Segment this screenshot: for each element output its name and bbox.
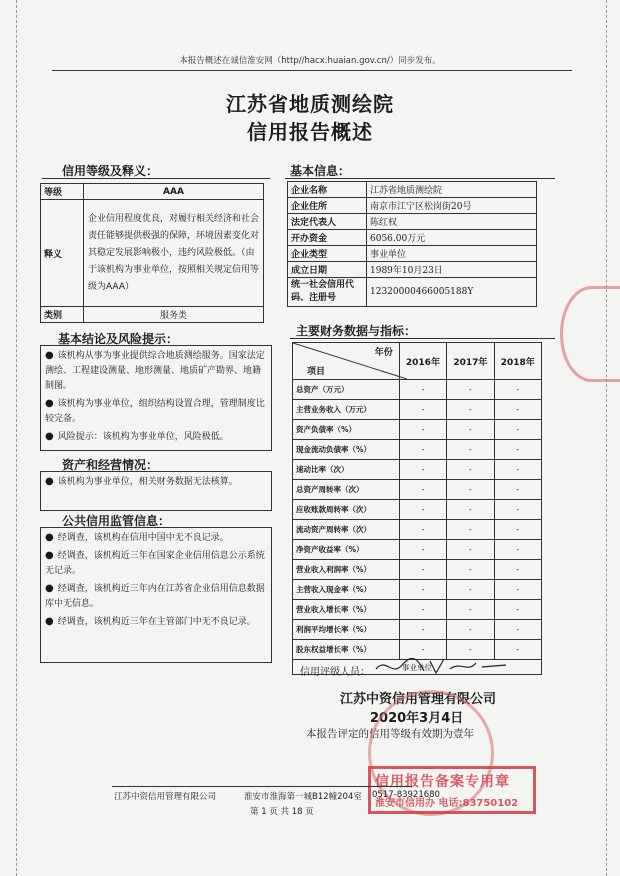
- financial-value: -: [447, 440, 494, 460]
- basic-info-row: [288, 278, 537, 307]
- financial-value: -: [447, 580, 494, 600]
- financial-value: -: [399, 460, 446, 480]
- rating-title-underline: [42, 178, 270, 179]
- corner-item-label: 项目: [307, 367, 326, 377]
- validity-note: 本报告评定的信用等级有效期为壹年: [306, 728, 474, 740]
- financial-item-name: 流动资产周转率（次）: [293, 520, 400, 540]
- financial-item-name: 营业收入增长率（%）: [293, 600, 400, 620]
- header-note: 本报告概述在诚信淮安网（http//hacx.huaian.gov.cn/）同步发布。: [179, 56, 441, 66]
- financial-value: -: [399, 560, 446, 580]
- category-label: 类别: [41, 307, 84, 323]
- bullet-text: 该机构为事业单位，相关财务数据无法核算。: [57, 477, 238, 487]
- assets-title: 资产和经营情况：: [62, 458, 159, 472]
- financial-value: -: [399, 500, 446, 520]
- financial-value: -: [447, 560, 494, 580]
- financial-value: -: [494, 580, 541, 600]
- conclusion-title: 基本结论及风险提示：: [58, 332, 179, 346]
- financial-value: -: [447, 620, 494, 640]
- report-title: 江苏省地质测绘院: [226, 92, 394, 116]
- basic-info-key: 企业名称: [288, 182, 367, 198]
- financial-value: -: [494, 620, 541, 640]
- bullet-icon: ●: [45, 616, 54, 627]
- financial-value: -: [447, 540, 494, 560]
- financial-value: -: [399, 440, 446, 460]
- basic-info-key: 成立日期: [288, 262, 367, 278]
- bullet-item: [45, 429, 267, 445]
- financial-value: -: [399, 420, 446, 440]
- basic-info-value: 1989年10月23日: [367, 262, 537, 278]
- year-header-2016: 2016年: [399, 343, 446, 380]
- financial-item-name: 主营业务收入（万元）: [293, 400, 400, 420]
- financial-value: -: [399, 640, 446, 660]
- filing-stamp-text: 信用报告备案专用章: [375, 774, 510, 790]
- bullet-icon: ●: [45, 532, 54, 543]
- public-credit-box: [40, 527, 272, 663]
- bullet-icon: ●: [45, 350, 54, 361]
- bullet-icon: ●: [45, 431, 54, 442]
- bullet-item: [45, 348, 267, 394]
- financial-value: -: [494, 440, 541, 460]
- bullet-item: [45, 548, 267, 579]
- basic-info-table: [287, 181, 537, 307]
- edge-seal: [560, 286, 620, 382]
- bullet-icon: ●: [45, 583, 54, 594]
- financial-value: -: [447, 600, 494, 620]
- financial-value: -: [399, 380, 446, 400]
- bullet-text: 经调查，该机构在信用中国中无不良记录。: [57, 533, 229, 543]
- assets-box: [40, 471, 272, 511]
- basic-info-key: 企业住所: [288, 198, 367, 214]
- financial-item-name: 总资产（万元）: [293, 380, 400, 400]
- rater-signature: [372, 655, 512, 677]
- financial-row: [293, 520, 542, 540]
- financial-value: -: [494, 520, 541, 540]
- footer-page: 第 1 页 共 18 页: [250, 807, 314, 817]
- financial-value: -: [494, 480, 541, 500]
- financial-corner-cell: [293, 343, 400, 380]
- conclusion-box: [40, 345, 272, 451]
- financial-row: [293, 460, 542, 480]
- public-credit-title: 公共信用监管信息：: [62, 514, 171, 528]
- financial-item-name: 营业收入利润率（%）: [293, 560, 400, 580]
- bullet-item: [45, 530, 267, 546]
- year-header-2018: 2018年: [494, 343, 541, 380]
- bullet-item: [45, 581, 267, 612]
- financial-item-name: 利润平均增长率（%）: [293, 620, 400, 640]
- financial-value: -: [494, 380, 541, 400]
- grade-value: AAA: [84, 184, 264, 200]
- bullet-item: [45, 396, 267, 427]
- bullet-text: 经调查，该机构近三年内在江苏省企业信用信息数据库中无信息。: [45, 584, 265, 609]
- financial-underline: [290, 338, 555, 339]
- financial-row: [293, 560, 542, 580]
- corner-year-label: 年份: [374, 348, 393, 358]
- financial-value: -: [447, 520, 494, 540]
- basic-info-row: [288, 262, 537, 278]
- financial-item-name: 应收账款周转率（次）: [293, 500, 400, 520]
- financial-item-name: 总资产周转率（次）: [293, 480, 400, 500]
- financial-value: -: [494, 600, 541, 620]
- financial-value: -: [447, 420, 494, 440]
- financial-value: -: [399, 400, 446, 420]
- financial-value: -: [494, 560, 541, 580]
- basic-info-underline: [285, 178, 555, 179]
- footer-divider: [112, 786, 412, 787]
- basic-info-value: 事业单位: [367, 246, 537, 262]
- basic-info-row: [288, 182, 537, 198]
- rating-date: 2020年3月4日: [370, 711, 464, 726]
- financial-item-name: 主营收入现金率（%）: [293, 580, 400, 600]
- financial-item-name: 速动比率（次）: [293, 460, 400, 480]
- basic-info-key: 开办资金: [288, 230, 367, 246]
- rating-company: 江苏中资信用管理有限公司: [340, 692, 497, 707]
- financial-item-name: 净资产收益率（%）: [293, 540, 400, 560]
- basic-info-value: 南京市江宁区松岗街20号: [367, 198, 537, 214]
- financial-table: [292, 342, 542, 675]
- basic-info-row: [288, 198, 537, 214]
- financial-item-name: 资产负债率（%）: [293, 420, 400, 440]
- basic-info-title: 基本信息：: [290, 164, 351, 178]
- basic-info-key: 企业类型: [288, 246, 367, 262]
- financial-value: -: [494, 400, 541, 420]
- basic-info-row: [288, 246, 537, 262]
- filing-stamp-subtext: 淮安市信用办 电话:83750102: [375, 798, 519, 809]
- bullet-icon: ●: [45, 550, 54, 561]
- basic-info-value: 江苏省地质测绘院: [367, 182, 537, 198]
- financial-value: -: [447, 480, 494, 500]
- rating-section-title: 信用等级及释义：: [62, 164, 159, 178]
- financial-row: [293, 420, 542, 440]
- bullet-text: 经调查，该机构近三年在国家企业信用信息公示系统无记录。: [45, 551, 265, 576]
- bullet-icon: ●: [45, 398, 54, 409]
- financial-row: [293, 600, 542, 620]
- financial-value: -: [494, 540, 541, 560]
- header-divider: [52, 70, 572, 71]
- financial-row: [293, 540, 542, 560]
- footer-phone: 0517-83921680: [372, 790, 440, 800]
- bullet-item: [45, 614, 267, 630]
- financial-value: -: [494, 640, 541, 660]
- raters-label: 信用评级人员：: [300, 667, 370, 678]
- meaning-text: 企业信用程度优良，对履行相关经济和社会责任能够提供极强的保障，环境因素变化对其稳定发展影响极小，违约风险极低。（由于该机构为事业单位，按照相关规定信用等级为AAA）: [84, 200, 264, 307]
- bullet-text: 风险提示：该机构为事业单位，风险极低。: [57, 432, 229, 442]
- financial-value: -: [447, 380, 494, 400]
- financial-row: [293, 480, 542, 500]
- financial-item-name: 现金流动负债率（%）: [293, 440, 400, 460]
- financial-row: [293, 500, 542, 520]
- financial-value: -: [399, 620, 446, 640]
- financial-value: -: [399, 580, 446, 600]
- basic-info-value: 陈红权: [367, 214, 537, 230]
- financial-row: [293, 400, 542, 420]
- financial-row: [293, 580, 542, 600]
- financial-value: -: [447, 500, 494, 520]
- bullet-text: 该机构从事为事业提供综合地质测绘服务。国家法定测绘、工程建设测量、地形测量、地质矿产勘界、地籍制图。: [45, 351, 265, 391]
- financial-note: 事业单位: [293, 660, 542, 675]
- meaning-label: 释义: [41, 200, 84, 307]
- year-header-2017: 2017年: [447, 343, 494, 380]
- basic-info-value: 12320000466005188Y: [367, 278, 537, 307]
- financial-row: [293, 620, 542, 640]
- financial-value: -: [399, 600, 446, 620]
- basic-info-row: [288, 214, 537, 230]
- financial-value: -: [494, 420, 541, 440]
- financial-value: -: [399, 520, 446, 540]
- rating-table: [40, 183, 264, 323]
- financial-row: [293, 380, 542, 400]
- footer-company: 江苏中资信用管理有限公司: [114, 792, 217, 802]
- financial-value: -: [399, 540, 446, 560]
- basic-info-row: [288, 230, 537, 246]
- financial-value: -: [399, 480, 446, 500]
- bullet-item: [45, 474, 267, 490]
- report-subtitle: 信用报告概述: [247, 120, 373, 144]
- bullet-text: 经调查，该机构近三年在主管部门中无不良记录。: [57, 617, 256, 627]
- bullet-text: 该机构为事业单位，组织结构设置合理，管理制度比较完备。: [45, 399, 265, 424]
- financial-value: -: [447, 460, 494, 480]
- financial-value: -: [447, 640, 494, 660]
- category-value: 服务类: [84, 307, 264, 323]
- financial-value: -: [494, 500, 541, 520]
- bullet-icon: ●: [45, 476, 54, 487]
- financial-row: [293, 440, 542, 460]
- basic-info-value: 6056.00万元: [367, 230, 537, 246]
- basic-info-key: 统一社会信用代码、注册号: [288, 278, 367, 307]
- financial-item-name: 股东权益增长率（%）: [293, 640, 400, 660]
- basic-info-key: 法定代表人: [288, 214, 367, 230]
- financial-value: -: [447, 400, 494, 420]
- grade-label: 等级: [41, 184, 84, 200]
- financial-title: 主要财务数据与指标：: [296, 324, 417, 338]
- footer-address: 淮安市淮海第一城B12幢204室: [244, 792, 362, 802]
- financial-value: -: [494, 460, 541, 480]
